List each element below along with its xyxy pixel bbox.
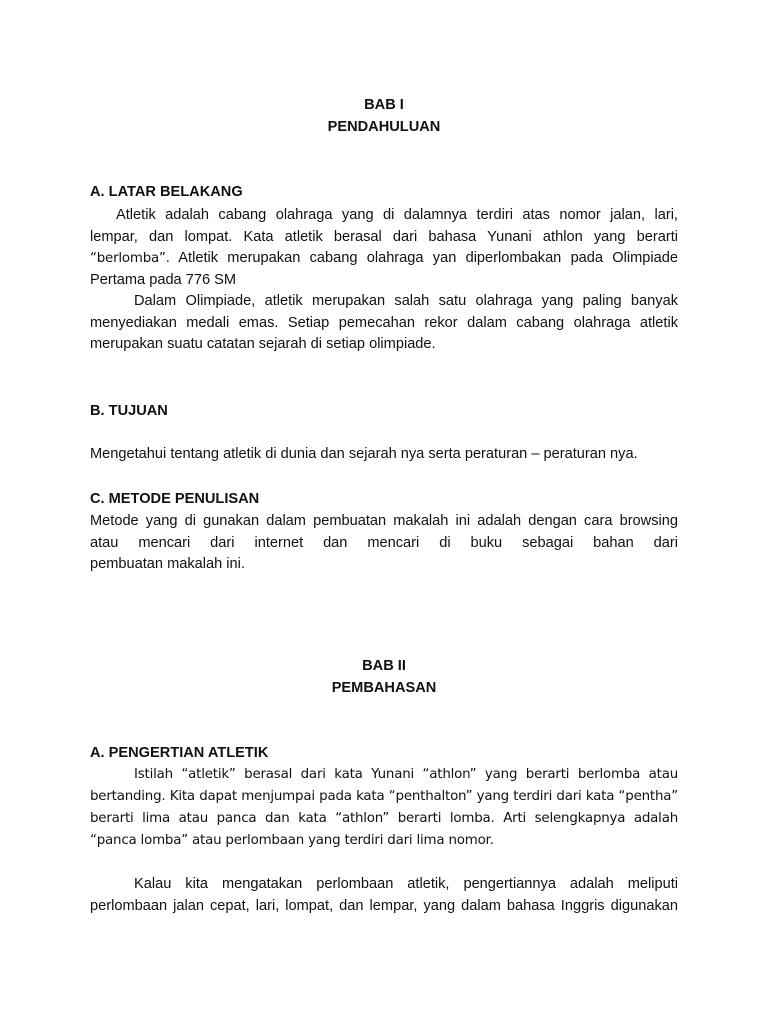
text-line: merupakan suatu catatan sejarah di setiap olimpiade. (90, 336, 436, 352)
section-heading-tujuan: B. TUJUAN (90, 403, 168, 419)
text-line: pembuatan makalah ini. (90, 556, 245, 572)
paragraph-pengertian-2 (90, 874, 678, 917)
section-heading-pengertian-atletik: A. PENGERTIAN ATLETIK (90, 745, 269, 761)
chapter-title: BAB I (364, 97, 404, 113)
text-line: Atletik adalah cabang olahraga yang di dalamnya terdiri atas nomor jalan, lari, (116, 207, 678, 223)
text-line: perlombaan jalan cepat, lari, lompat, dan lempar, yang dalam bahasa Inggris digunakan (90, 897, 678, 914)
paragraph-pengertian-1 (90, 764, 678, 852)
paragraph-latar-belakang-1 (90, 205, 678, 291)
chapter-subtitle: PENDAHULUAN (327, 119, 441, 135)
quoted-word: “berlomba” (90, 251, 166, 266)
text-line: lempar, dan lompat. Kata atletik berasal dari bahasa Yunani athlon yang berarti (90, 228, 678, 245)
text-line: atau mencari dari internet dan mencari di buku sebagai bahan dari (90, 534, 678, 551)
paragraph-tujuan (90, 444, 678, 466)
text-line: bertanding. Kita dapat menjumpai pada kata “penthalton” yang terdiri dari kata “pentha” (90, 789, 678, 804)
paragraph-latar-belakang-2 (90, 291, 678, 356)
text-line: Pertama pada 776 SM (90, 271, 237, 288)
chapter-title: BAB II (362, 658, 406, 674)
section-heading-metode-penulisan: C. METODE PENULISAN (90, 491, 260, 507)
section-heading-latar-belakang: A. LATAR BELAKANG (90, 184, 243, 200)
chapter-subtitle: PEMBAHASAN (331, 680, 437, 696)
text-line: Istilah “atletik” berasal dari kata Yunani “athlon” yang berarti berlomba atau (134, 767, 678, 782)
text-line: Kalau kita mengatakan perlombaan atletik, pengertiannya adalah meliputi (134, 876, 678, 892)
text-line: Mengetahui tentang atletik di dunia dan sejarah nya serta peraturan – peraturan nya. (90, 446, 638, 462)
text-fragment: . Atletik merupakan cabang olahraga yan diperlombakan pada Olimpiade (165, 250, 678, 266)
paragraph-metode-penulisan (90, 511, 678, 576)
text-line: Dalam Olimpiade, atletik merupakan salah satu olahraga yang paling banyak (134, 293, 678, 309)
text-line (90, 248, 678, 270)
text-line: berarti lima atau panca dan kata “athlon” berarti lomba. Arti selengkapnya adalah (90, 811, 678, 826)
text-line: “panca lomba” atau perlombaan yang terdiri dari lima nomor. (90, 833, 494, 848)
text-line: Metode yang di gunakan dalam pembuatan makalah ini adalah dengan cara browsing (90, 513, 678, 529)
text-line: menyediakan medali emas. Setiap pemecahan rekor dalam cabang olahraga atletik (90, 314, 678, 331)
